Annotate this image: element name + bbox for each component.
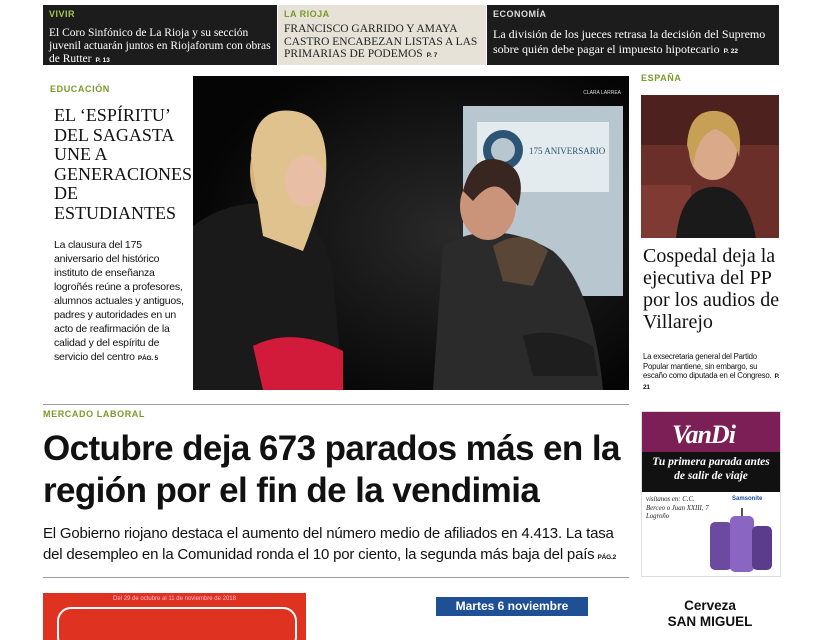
suitcase-icon xyxy=(702,508,780,576)
top-teaser-la-rioja[interactable] xyxy=(278,5,486,65)
page-ref: P. 13 xyxy=(95,57,110,64)
beer-line1: Cerveza xyxy=(684,598,736,613)
section-label: VIVIR xyxy=(49,9,76,19)
ad-slogan: Tu primera parada antes de salir de viaje xyxy=(652,456,770,482)
spain-body: La exsecretaria general del Partido Popular mantiene, sin embargo, su escaño como diputada en el Congreso. xyxy=(643,352,772,380)
ad-logo: Samsonite xyxy=(732,496,763,502)
spain-headline[interactable]: Cospedal deja la ejecutiva del PP por los audios de Villarejo xyxy=(643,245,780,333)
promo-frame xyxy=(57,607,297,640)
page-ref: P. 21 xyxy=(643,373,780,391)
main-headline[interactable]: Octubre deja 673 parados más en la región por el fin de la vendimia xyxy=(43,429,620,510)
page-ref: P. 7 xyxy=(426,52,438,59)
photo-illustration xyxy=(193,76,629,390)
section-label: EDUCACIÓN xyxy=(50,84,110,94)
banner-text: 175 ANIVERSARIO xyxy=(529,146,606,156)
page-ref: PÁG.2 xyxy=(597,554,616,561)
promo-dates: Del 29 de octubre al 11 de noviembre de 2018 xyxy=(113,596,236,602)
section-label: LA RIOJA xyxy=(284,9,330,19)
top-teaser-vivir[interactable] xyxy=(43,5,277,65)
teaser-text: FRANCISCO GARRIDO Y AMAYA CASTRO ENCABEZAN LISTAS A LAS PRIMARIAS DE PODEMOS xyxy=(284,23,478,60)
top-teaser-economia[interactable] xyxy=(487,5,779,65)
spain-photo[interactable] xyxy=(641,95,779,238)
teaser-text: La división de los jueces retrasa la decisión del Supremo sobre quién debe pagar el impuesto hipotecario xyxy=(493,27,766,56)
teaser-text: El Coro Sinfónico de La Rioja y su sección juvenil actuarán juntos en Riojaforum con obras de Rutter xyxy=(49,27,271,65)
date-box: Martes 6 noviembre xyxy=(436,597,588,616)
photo-credit: CLARA LARREA xyxy=(583,90,621,96)
section-label: ECONOMÍA xyxy=(493,9,547,19)
vandi-ad[interactable] xyxy=(641,411,781,577)
section-label-espana: ESPAÑA xyxy=(641,73,682,83)
page-ref: P. 22 xyxy=(723,48,738,55)
divider xyxy=(43,577,629,578)
photo-illustration xyxy=(641,95,779,238)
education-body: La clausura del 175 aniversario del histórico instituto de enseñanza logroñés reúne a profesores, alumnos actuales y antiguos, padres y autoridades en un acto de reafirmación de la calidad y del espíritu de servicio del centro xyxy=(54,239,184,363)
ad-address: visítanos en: C.C. Berceo o Juan XXIII, 7 Logroño xyxy=(646,496,709,520)
beer-line2: SAN MIGUEL xyxy=(667,614,753,629)
beer-promo[interactable] xyxy=(641,598,779,630)
page-ref: PÁG. 5 xyxy=(137,355,158,362)
section-label-mercado: MERCADO LABORAL xyxy=(43,409,145,419)
promo-banner[interactable] xyxy=(43,593,306,640)
education-photo[interactable] xyxy=(193,76,629,390)
ad-brand: VanDi xyxy=(672,420,735,449)
divider xyxy=(43,404,629,405)
main-lede: El Gobierno riojano destaca el aumento del número medio de afiliados en 4.413. La tasa del desempleo en la Comunidad ronda el 10 por ciento, la segunda más baja del país xyxy=(43,525,614,563)
education-headline: EL ‘ESPÍRITU’ DEL SAGASTA UNE A GENERACIONES DE ESTUDIANTES xyxy=(54,105,192,223)
education-story[interactable] xyxy=(43,76,193,390)
